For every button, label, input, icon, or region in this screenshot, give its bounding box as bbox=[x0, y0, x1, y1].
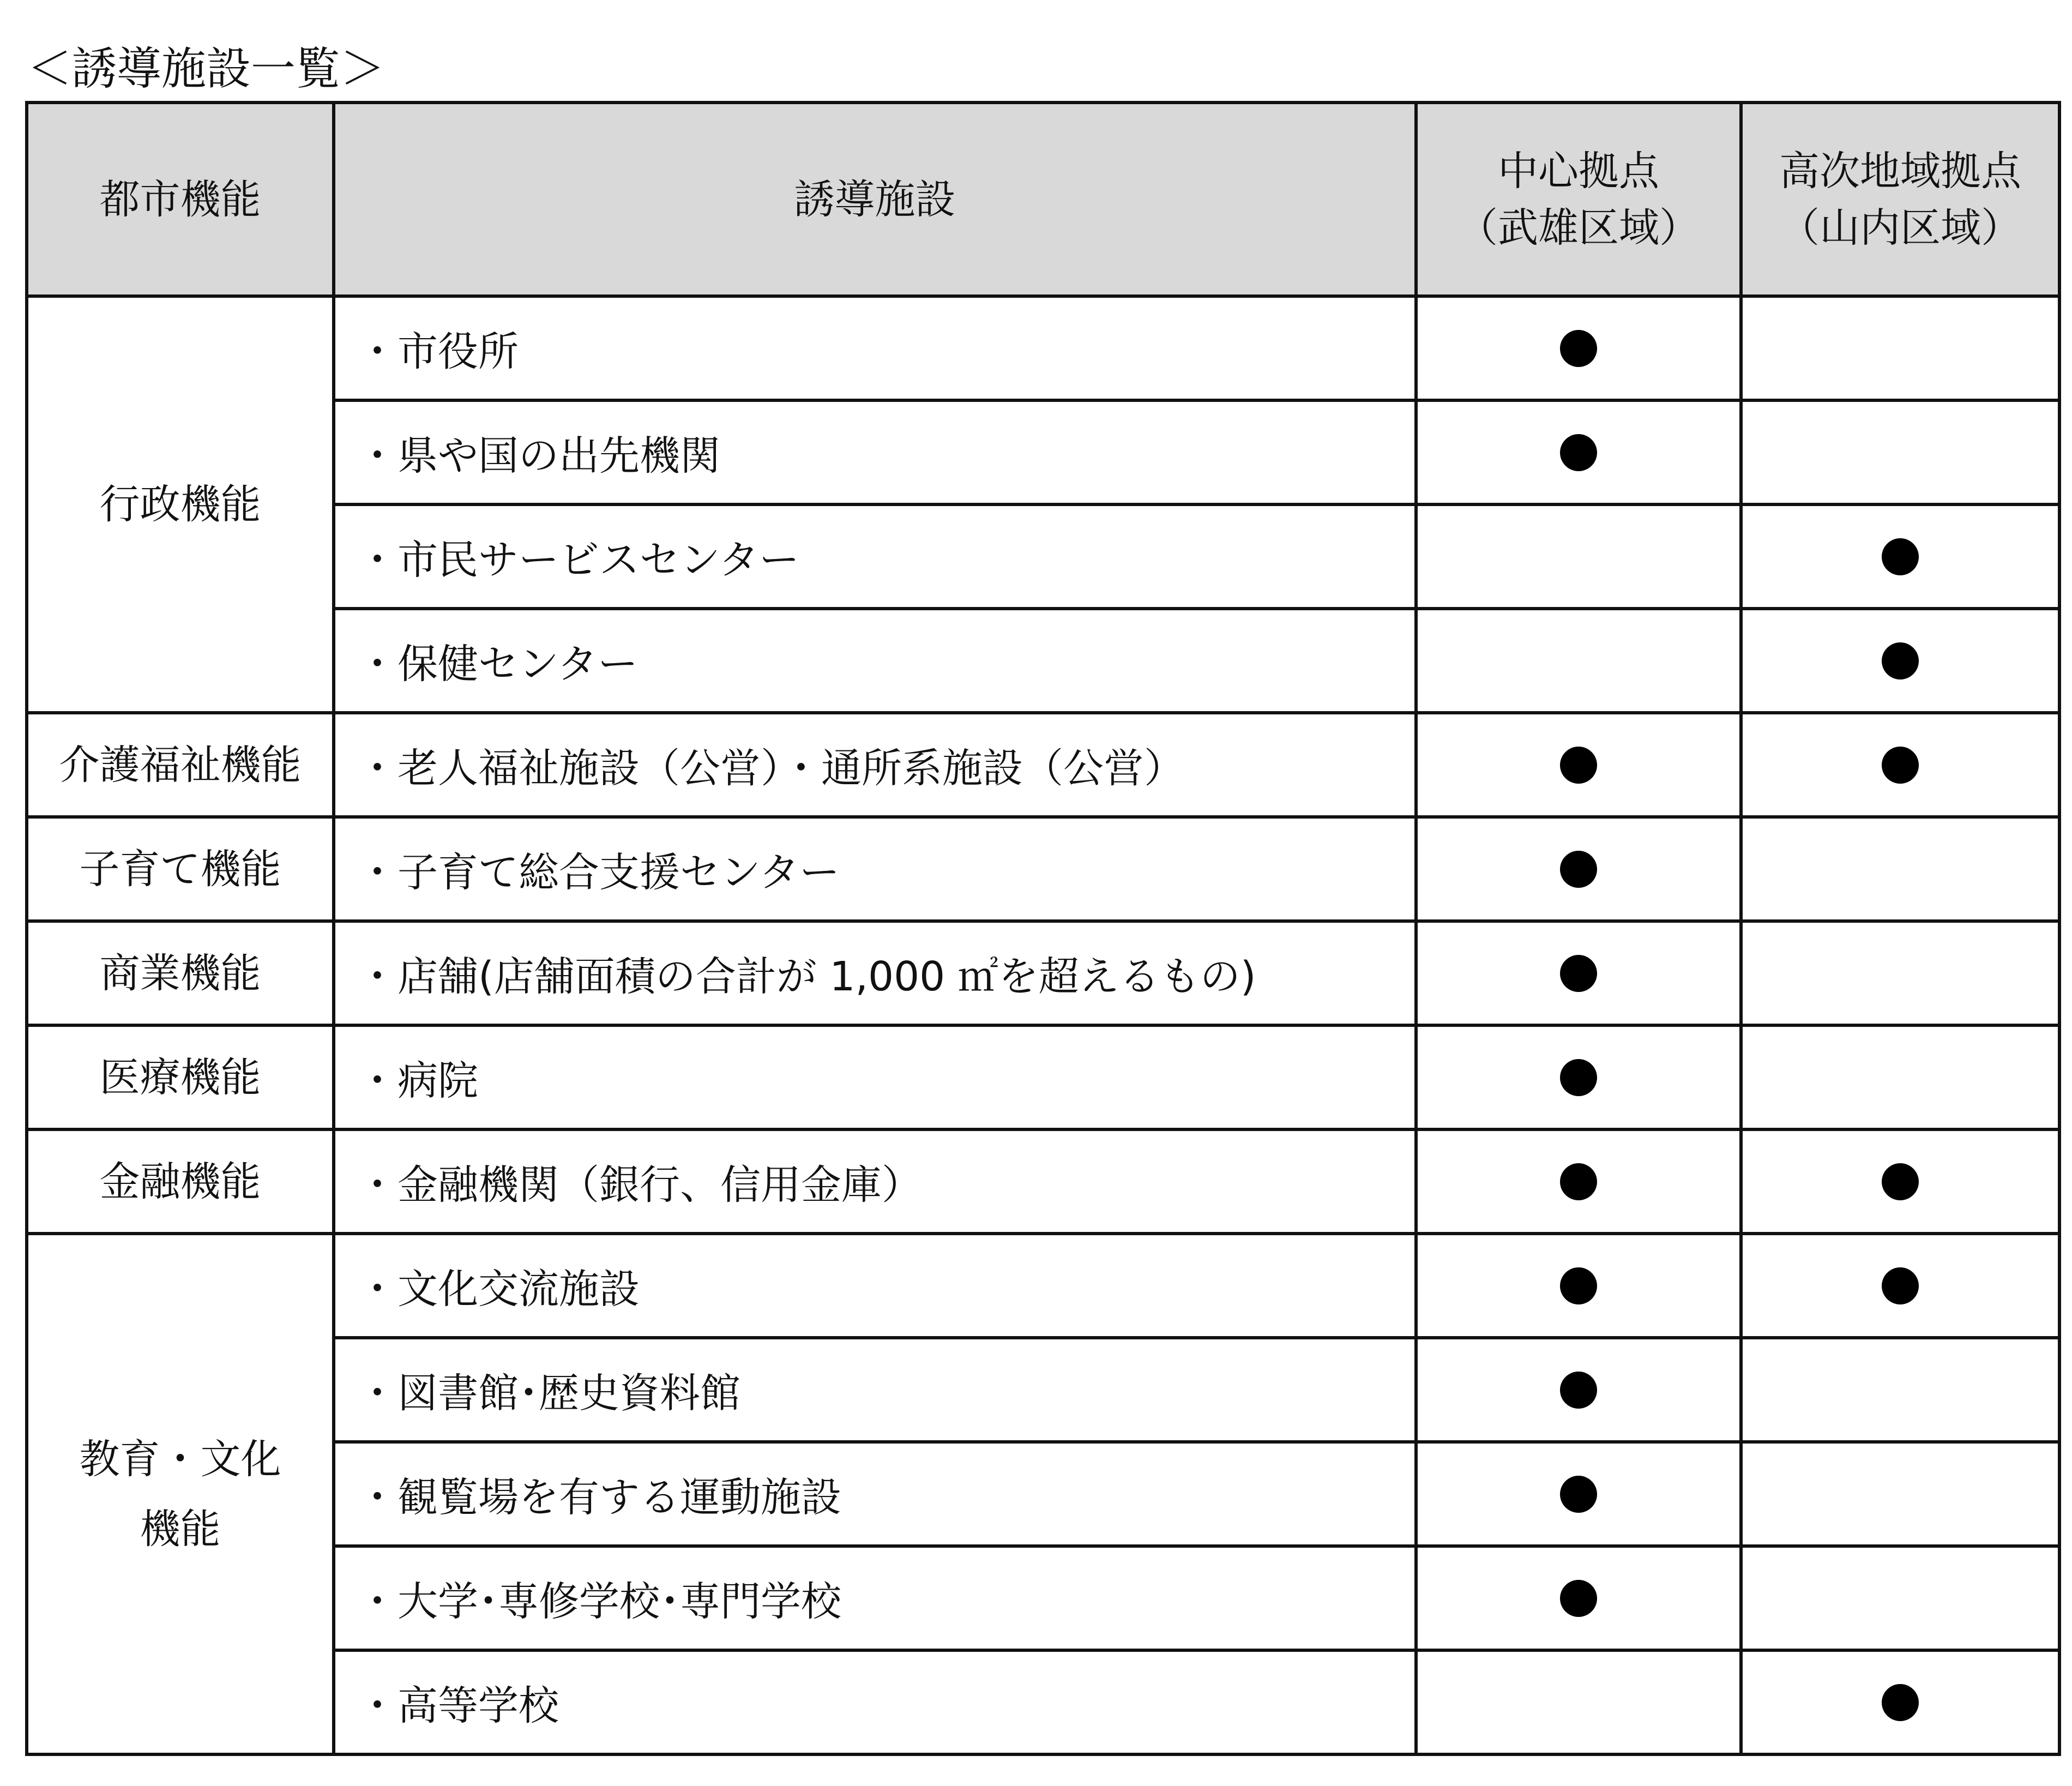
table-row bbox=[27, 817, 2059, 921]
filled-circle-mark-icon bbox=[1560, 434, 1597, 471]
regional-mark-cell bbox=[1741, 1650, 2059, 1754]
facility-cell: ・大学･専修学校･専門学校 bbox=[334, 1546, 1416, 1650]
center-mark-cell bbox=[1416, 1129, 1741, 1234]
regional-mark-cell bbox=[1741, 1025, 2059, 1129]
regional-mark-cell bbox=[1741, 921, 2059, 1025]
regional-mark-cell bbox=[1741, 1338, 2059, 1442]
regional-mark-cell bbox=[1741, 713, 2059, 817]
page-title: ＜誘導施設一覧＞ bbox=[27, 43, 386, 95]
filled-circle-mark-icon bbox=[1560, 1267, 1597, 1304]
header-regional-base-line1: 高次地域拠点 bbox=[1779, 147, 2021, 195]
regional-mark-cell bbox=[1741, 1546, 2059, 1650]
function-cell: 介護福祉機能 bbox=[27, 713, 334, 817]
facility-cell: ・県や国の出先機関 bbox=[334, 400, 1416, 504]
filled-circle-mark-icon bbox=[1560, 955, 1597, 992]
center-mark-cell bbox=[1416, 296, 1741, 400]
header-function: 都市機能 bbox=[27, 103, 334, 296]
table-row bbox=[27, 921, 2059, 1025]
function-cell: 子育て機能 bbox=[27, 817, 334, 921]
facility-cell: ・市役所 bbox=[334, 296, 1416, 400]
table-row bbox=[27, 1234, 2059, 1338]
filled-circle-mark-icon bbox=[1560, 1163, 1597, 1200]
facility-cell: ・図書館･歴史資料館 bbox=[334, 1338, 1416, 1442]
filled-circle-mark-icon bbox=[1560, 1476, 1597, 1513]
center-mark-cell bbox=[1416, 1546, 1741, 1650]
table-row bbox=[27, 1025, 2059, 1129]
table-body bbox=[27, 296, 2059, 1754]
filled-circle-mark-icon bbox=[1882, 1163, 1919, 1200]
facility-cell: ・文化交流施設 bbox=[334, 1234, 1416, 1338]
facility-cell: ・病院 bbox=[334, 1025, 1416, 1129]
center-mark-cell bbox=[1416, 1650, 1741, 1754]
header-regional-base bbox=[1741, 103, 2059, 296]
header-center-base bbox=[1416, 103, 1741, 296]
filled-circle-mark-icon bbox=[1882, 747, 1919, 784]
filled-circle-mark-icon bbox=[1882, 642, 1919, 679]
facility-cell: ・観覧場を有する運動施設 bbox=[334, 1442, 1416, 1546]
regional-mark-cell bbox=[1741, 1234, 2059, 1338]
filled-circle-mark-icon bbox=[1882, 1267, 1919, 1304]
facility-cell: ・金融機関（銀行、信用金庫） bbox=[334, 1129, 1416, 1234]
function-cell-line2: 機能 bbox=[140, 1505, 221, 1553]
function-cell: 商業機能 bbox=[27, 921, 334, 1025]
filled-circle-mark-icon bbox=[1882, 1684, 1919, 1721]
filled-circle-mark-icon bbox=[1560, 851, 1597, 888]
center-mark-cell bbox=[1416, 1234, 1741, 1338]
function-cell: 行政機能 bbox=[27, 296, 334, 713]
facility-table bbox=[25, 101, 2061, 1756]
regional-mark-cell bbox=[1741, 1442, 2059, 1546]
center-mark-cell bbox=[1416, 1025, 1741, 1129]
facility-cell: ・高等学校 bbox=[334, 1650, 1416, 1754]
header-facility: 誘導施設 bbox=[334, 103, 1416, 296]
function-cell bbox=[27, 1234, 334, 1754]
header-center-base-line2: （武雄区域） bbox=[1457, 204, 1700, 251]
table-row bbox=[27, 1129, 2059, 1234]
regional-mark-cell bbox=[1741, 296, 2059, 400]
function-cell-line1: 教育・文化 bbox=[79, 1435, 281, 1483]
table-row bbox=[27, 296, 2059, 400]
regional-mark-cell bbox=[1741, 817, 2059, 921]
regional-mark-cell bbox=[1741, 504, 2059, 609]
facility-cell: ・店舗(店舗面積の合計が 1,000 ㎡を超えるもの) bbox=[334, 921, 1416, 1025]
center-mark-cell bbox=[1416, 504, 1741, 609]
facility-cell: ・子育て総合支援センター bbox=[334, 817, 1416, 921]
filled-circle-mark-icon bbox=[1560, 747, 1597, 784]
filled-circle-mark-icon bbox=[1560, 1059, 1597, 1096]
header-center-base-line1: 中心拠点 bbox=[1498, 147, 1659, 195]
header-regional-base-line2: （山内区域） bbox=[1779, 204, 2021, 251]
center-mark-cell bbox=[1416, 400, 1741, 504]
facility-cell: ・保健センター bbox=[334, 609, 1416, 713]
table-row bbox=[27, 713, 2059, 817]
filled-circle-mark-icon bbox=[1560, 330, 1597, 367]
center-mark-cell bbox=[1416, 817, 1741, 921]
center-mark-cell bbox=[1416, 1442, 1741, 1546]
function-cell: 医療機能 bbox=[27, 1025, 334, 1129]
filled-circle-mark-icon bbox=[1560, 1372, 1597, 1409]
center-mark-cell bbox=[1416, 921, 1741, 1025]
facility-cell: ・市民サービスセンター bbox=[334, 504, 1416, 609]
center-mark-cell bbox=[1416, 713, 1741, 817]
center-mark-cell bbox=[1416, 609, 1741, 713]
facility-cell: ・老人福祉施設（公営）・通所系施設（公営） bbox=[334, 713, 1416, 817]
function-cell: 金融機能 bbox=[27, 1129, 334, 1234]
regional-mark-cell bbox=[1741, 609, 2059, 713]
center-mark-cell bbox=[1416, 1338, 1741, 1442]
filled-circle-mark-icon bbox=[1882, 538, 1919, 575]
regional-mark-cell bbox=[1741, 400, 2059, 504]
regional-mark-cell bbox=[1741, 1129, 2059, 1234]
filled-circle-mark-icon bbox=[1560, 1580, 1597, 1617]
header-row bbox=[27, 103, 2059, 296]
